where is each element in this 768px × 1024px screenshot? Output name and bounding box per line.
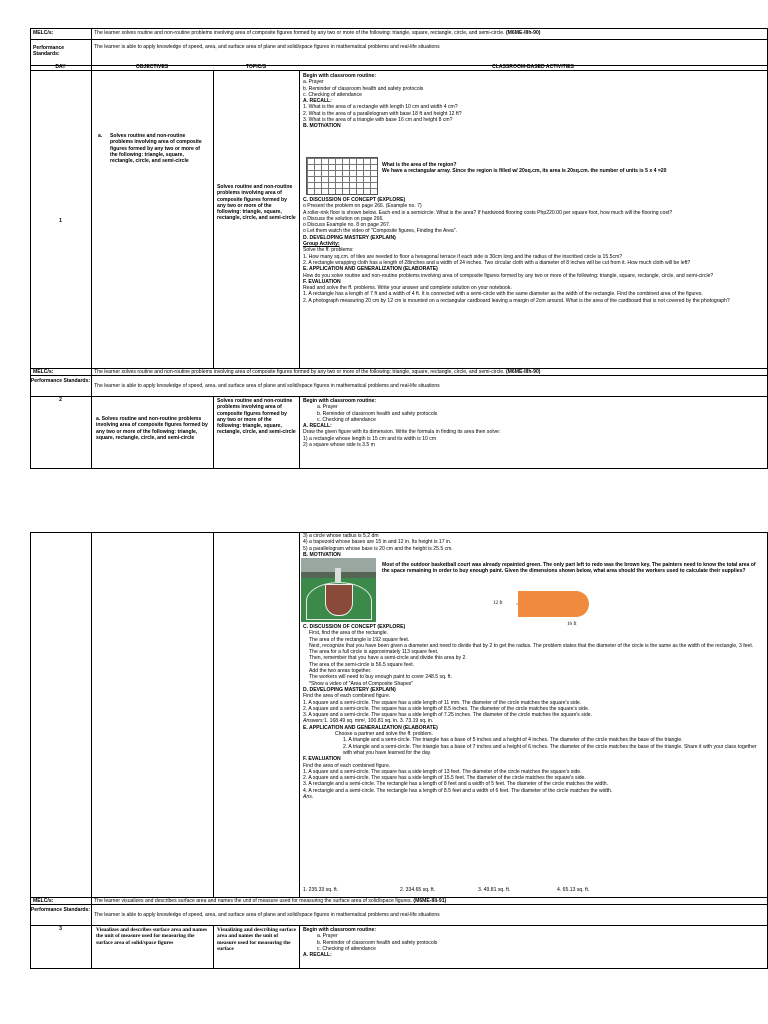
recall-title: A. RECALL: [303,952,332,959]
discussion-title: C. DISCUSSION OF CONCEPT (EXPLORE) [303,197,406,203]
motivation-question: What is the area of the region? [382,162,457,168]
recall-item: 1) a rectangle whose length is 15 cm and its width is 10 cm [303,435,437,442]
mastery-subtitle: Group Activity: [303,241,340,248]
evaluation-item: 4. A rectangle and a semi-circle. The rectangle has a length of 8.5 feet and a width of 6 feet. The diameter of the circle matches the width. [303,787,613,794]
rule [30,468,768,469]
answers-label: Ans. [303,794,314,801]
lesson-plan-page-2 [30,532,768,968]
melc-text: The learner visualizes and describes surface area and names the unit of measure used for measuring the surface area of solid/space figures. (M6ME-IIIi-91) [94,898,447,904]
discussion-title: C. DISCUSSION OF CONCEPT (EXPLORE) [303,624,406,630]
rule [30,396,768,397]
rule [30,39,768,40]
routine-item: c. Checking of attendance [303,91,362,98]
routine-item: a. Prayer [317,404,338,411]
application-text: How do you solve routine and non-routine problems involving area of composite figures formed by any two or more of the following: triangle, square, rectangle, circle, and semi-circle? [303,272,714,279]
answer-item: 2. 334.65 sq. ft. [400,887,436,893]
answer-item: 3. 49.81 sq. ft. [478,887,511,893]
header-objectives: OBJECTIVES [135,64,169,70]
rule [30,532,31,968]
figure-rectangle [518,591,576,617]
motivation-title: B. MOTIVATION [303,551,341,558]
rule [299,532,300,897]
rule [30,925,768,926]
application-intro: Choose a partner and solve the ff. problem. [335,731,433,738]
evaluation-title: F. EVALUATION [303,278,341,285]
routine-item: b. Reminder of classroom health and safety protocols [303,85,424,92]
application-title: E. APPLICATION AND GENERALIZATION (ELABORATE) [303,724,438,731]
answer-item: 4. 65.13 sq. ft. [557,887,590,893]
recall-title: A. RECALL: [303,98,332,105]
objective-text: Visualizes and describes surface area and names the unit of measure used for measuring the surface area of solid/space figures [96,927,208,946]
discussion-item: Then, remember that you have a semi-circle and divide this area by 2. [309,655,467,662]
evaluation-item: 2. A square and a semi-circle. The square has a side length of 15.5 feet. The diameter of the circle matches the square's side. [303,775,586,782]
discussion-item: Next, recognize that you have been given a diameter and need to divide that by 2 to get the radius. The problem states that the diameter of the circle is the same as the width of the rectangle, 3 feet. [309,642,754,649]
figure-length-label: 16 ft [567,621,577,627]
rule [30,968,768,969]
activities-day2-cont [303,624,765,800]
discussion-item: First, find the area of the rectangle. [309,630,388,637]
evaluation-intro: Find the area of each combined figure. [303,762,391,769]
routine-item: b. Reminder of classroom health and safety protocols [317,939,438,946]
day-number: 2 [59,397,62,403]
routine-item: a. Prayer [303,79,324,86]
objective-text: a. Solves routine and non-routine problems involving area of composite figures formed by any two or more of the following: triangle, square, rectangle, circle, and semi-circle [96,416,208,441]
mastery-item: Solve the ff. problems: [303,247,354,254]
discussion-item: A roller-rink floor is shown below. Each end is a semicircle. What is the area? If hardwood flooring costs Php220.00 per square foot, how much will the flooring cost? [303,209,673,216]
application-item: 2. A triangle and a semi-circle. The triangle has a base of 7 inches and a height of 6 inches. The diameter of the circle matches the base of the triangle. Share it with your class together with what you have learned for the day. [343,743,757,756]
performance-label: Performance Standards: [30,907,91,913]
discussion-item: The workers will need to buy enough paint to cover 248.5 sq. ft. [309,674,452,681]
recall-continued [303,533,765,558]
rule [299,925,300,968]
performance-label: Performance Standards: [33,45,65,58]
topic-text: Solves routine and non-routine problems involving area of composite figures formed by any two or more of the following: triangle, square, rectangle, circle, and semi-circle [217,398,296,436]
mastery-item: 2. A square and a semi-circle. The square has a side length of 8.5 inches. The diameter of the circle matches the square's side. [303,705,590,712]
performance-label: Performance Standards: [30,378,91,384]
discussion-item: *Show a video of "Area of Composite Shapes" [309,680,414,687]
motivation-text [382,162,762,175]
evaluation-item: 1. A square and a semi-circle. The square has a side length of 13 feet. The diameter of the circle matches the square's side. [303,768,582,775]
melc-label: MELC/s: [33,369,54,375]
performance-text: The learner is able to apply knowledge of speed, area, and surface area of plane and solid/space figures in mathematical problems and real-life situations [94,383,440,389]
activities-day3 [303,927,765,958]
melc-text: The learner solves routine and non-routine problems involving area of composite figures formed by any two or more of the following: triangle, square, rectangle, circle, and semi-circle. (M6ME-IIIh-90) [94,30,541,36]
rule [213,532,214,897]
evaluation-item: 2. A photograph measuring 20 cm by 12 cm is mounted on a rectangular cardboard leaving a margin of 2cm around. What is the area of the cardboard that is not covered by the photograph? [303,297,730,304]
mastery-title: D. DEVELOPING MASTERY (EXPLAIN) [303,686,396,693]
activities-day1-cont [303,197,765,304]
figure-semicircle [576,591,589,617]
topic-text: Solves routine and non-routine problems involving area of composite figures formed by any two or more of the following: triangle, square, rectangle, circle, and semi-circle [217,184,296,222]
area-grid-figure [306,157,378,195]
mastery-item: 2. A rectangle wrapping cloth has a length of 28inches and a width of 24 inches. Two circular cloth with a diameter of 8 inches will be cut from it. How much cloth will be left? [303,259,691,266]
melc-label: MELC/s: [33,898,54,904]
mastery-item: 1. A square and a semi-circle. The square has a side length of 11 mm. The diameter of the circle matches the square's side. [303,699,582,706]
discussion-item: Add the two areas together. [309,668,372,675]
motivation-title: B. MOTIVATION [303,123,341,130]
evaluation-item: 3. A rectangle and a semi-circle. The rectangle has a length of 8 feet and a width of 5 feet. The diameter of the circle matches the width. [303,781,609,788]
rule [299,70,300,368]
discussion-item: o Discuss the solution on page 266. [303,215,384,222]
figure-width-label: 12 ft [493,600,503,606]
discussion-item: The area of the rectangle is 192 square feet. [309,636,410,643]
mastery-title: D. DEVELOPING MASTERY (EXPLAIN) [303,234,396,241]
evaluation-item: 1. A rectangle has a length of 7 ft and a width of 4 ft. It is connected with a semi-circle with the same diameter as the width of the rectangle. Find the combined area of the figures. [303,291,703,298]
routine-item: c. Checking of attendance [317,416,376,423]
discussion-item: o Discuss Example no. 8 on page 267. [303,222,391,229]
activities-day1 [303,73,765,130]
performance-text: The learner is able to apply knowledge of speed, area, and surface area of plane and solid/space figures in mathematical problems and real-life situations [94,912,440,918]
rule [213,70,214,368]
day-number: 3 [59,926,62,932]
motivation-answer: We have a rectangular array. Since the region is filled w/ 20sq.cm, its area is 20sq.cm. the number of units is 5 x 4 =20 [382,168,667,175]
routine-item: c. Checking of attendance [317,945,376,952]
routine-item: b. Reminder of classroom health and safety protocols [317,410,438,417]
objective-text: Solves routine and non-routine problems involving area of composite figures formed by any two or more of the following: triangle, square, rectangle, circle, and semi-circle [110,133,202,165]
application-title: E. APPLICATION AND GENERALIZATION (ELABORATE) [303,266,438,273]
lesson-plan-page-1 [30,28,768,468]
rule [30,28,768,29]
recall-title: A. RECALL: [303,423,332,430]
motivation-text: Most of the outdoor basketball court was already repainted green. The only part left to redo was the brown key. The painters need to know the total area of the space remaining in order to buy enough paint. Given the dimensions shown below, what area should the workers used to calculate their supplies? [382,562,756,575]
recall-item: 3. What is the area of a triangle with base 16 cm and height 8 cm? [303,117,453,124]
mastery-item: 1. How many sq.cm. of tiles are needed to floor a hexagonal terrace if each side is 30cm long and the radius of the inscribed circle is 15.5cm? [303,253,623,260]
application-item: 1. A triangle and a semi-circle. The triangle has a base of 5 inches and a height of 4 inches. The diameter of the circle matches the base of the triangle. [343,737,683,744]
recall-item: 2. What is the area of a parallelogram with base 18 ft and height 12 ft? [303,110,462,117]
day-number: 1 [59,218,62,224]
routine-title: Begin with classroom routine: [303,73,377,79]
routine-title: Begin with classroom routine: [303,927,377,933]
recall-item: 1. What is the area of a rectangle with length 10 cm and width 4 cm? [303,104,458,111]
mastery-answers: Answers:1. 168.49 sq. mm², 100.81 sq. in. 3. 73.19 sq. in. [303,718,434,725]
recall-item: 5) a parallelogram whose base is 20 cm and the height is 25.5 cm. [303,545,453,552]
rule [91,28,92,468]
header-topics: TOPIC/S [245,64,267,70]
composite-figure [490,583,610,627]
discussion-item: o Let them watch the video of "Composite figures, Finding the Area". [303,228,457,235]
discussion-item: The area for a full circle is approximately 113 square feet. [309,649,439,656]
melc-text: The learner solves routine and non-routine problems involving area of composite figures formed by any two or more of the following: triangle, square, rectangle, circle, and semi-circle. (M6ME-IIIh-90) [94,369,541,375]
objective-marker: a. [98,133,103,139]
answer-item: 1. 235.33 sq. ft. [303,887,339,893]
melc-label: MELC/s: [33,30,54,36]
performance-text: The learner is able to apply knowledge of speed, area, and surface area of plane and solid/space figures in mathematical problems and real-life situations [94,44,440,50]
recall-item: 2) a square whose side is 3.5 m [303,442,375,449]
recall-item: 3) a circle whose radius is 5.2 dm [303,533,379,539]
header-activities: CLASSROOM-BASED ACTIVITIES [492,64,574,70]
header-day: DAY [55,64,66,70]
topic-text: Visualizing and describing surface area and names the unit of measure used for measuring the surface [217,927,297,952]
activities-day2 [303,398,765,448]
rule [213,925,214,968]
routine-item: a. Prayer [317,933,338,940]
mastery-item: 3. A square and a semi-circle. The square has a side length of 7.25 inches. The diameter of the circle matches the square's side. [303,712,593,719]
evaluation-title: F. EVALUATION [303,756,341,763]
recall-intro: Draw the given figure with its dimension. Write the formula in finding its area then solve: [303,429,501,436]
routine-title: Begin with classroom routine: [303,398,377,404]
mastery-intro: Find the area of each combined figure. [303,693,391,700]
rule [213,396,214,468]
discussion-item: The area of the semi-circle is 56.5 square feet. [309,661,415,668]
discussion-item: o Present the problem on page 266. (Example no. 7) [303,203,422,210]
recall-item: 4) a trapezoid whose bases are 15 in and 12 in. Its height is 17 in. [303,539,452,546]
rule [91,532,92,968]
evaluation-item: Read and solve the ff. problems. Write your answer and complete solution on your notebook. [303,285,512,292]
rule [299,396,300,468]
basketball-court-image [301,558,376,622]
